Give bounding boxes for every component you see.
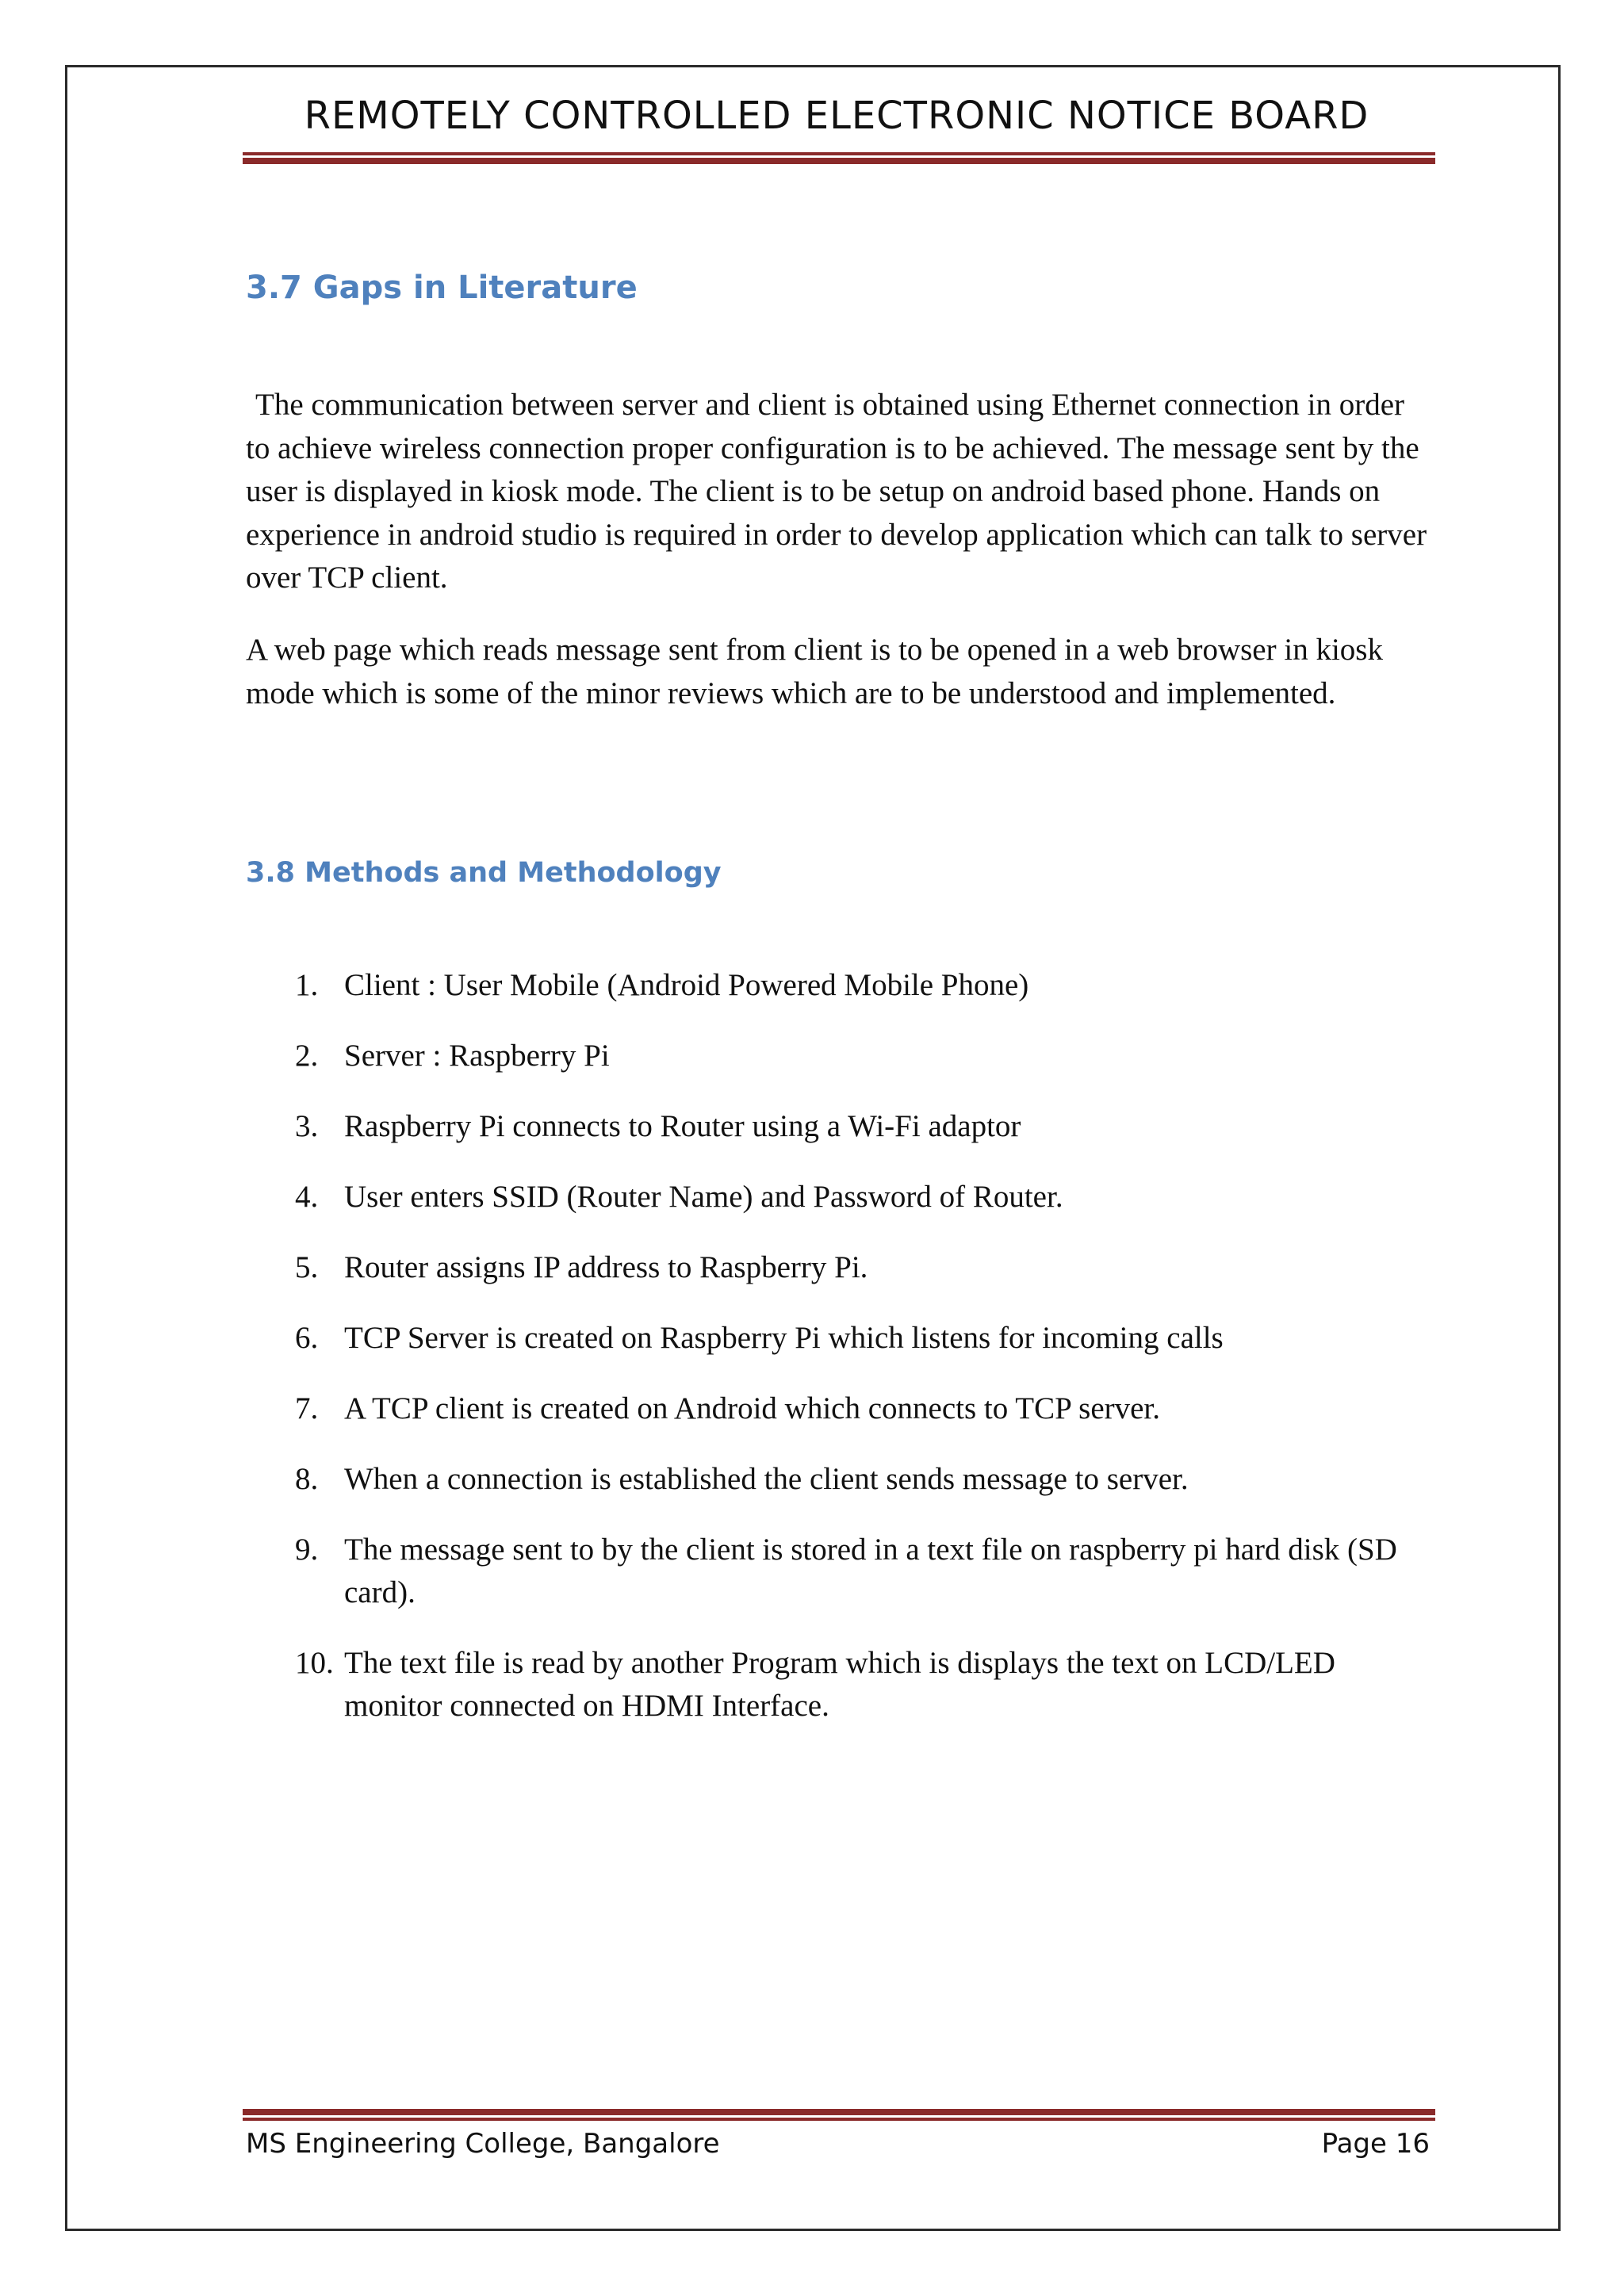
footer-institution: MS Engineering College, Bangalore: [246, 2128, 720, 2160]
list-item-number: 3.: [295, 1109, 319, 1143]
section-heading-3-8: 3.8 Methods and Methodology: [246, 857, 722, 889]
section-heading-3-7: 3.7 Gaps in Literature: [246, 270, 638, 306]
footer-rule-thick: [243, 2109, 1435, 2115]
list-item-number: 10.: [295, 1646, 334, 1680]
list-item: [295, 1458, 1427, 1501]
list-item: [295, 1246, 1427, 1289]
list-item: [295, 1105, 1427, 1148]
running-header-title: REMOTELY CONTROLLED ELECTRONIC NOTICE BOARD: [304, 94, 1369, 138]
list-item: [295, 1529, 1427, 1614]
list-item-text: The message sent to by the client is stored in a text file on raspberry pi hard disk (SD card).: [344, 1533, 1397, 1609]
list-item-text: User enters SSID (Router Name) and Password of Router.: [344, 1180, 1063, 1214]
list-item-text: A TCP client is created on Android which connects to TCP server.: [344, 1391, 1161, 1425]
list-item-text: When a connection is established the client sends message to server.: [344, 1462, 1189, 1496]
list-item-number: 6.: [295, 1321, 319, 1355]
paragraph-gaps-1: The communication between server and client is obtained using Ethernet connection in order to achieve wireless connection proper configuration is to be achieved. The message sent by the user is displayed in kiosk mode. The client is to be setup on android based phone. Hands on experience in android studio is required in order to develop application which can talk to server over TCP client.: [246, 388, 1427, 595]
header-rule-thick: [243, 158, 1435, 164]
list-item-number: 2.: [295, 1039, 319, 1073]
methodology-list: [295, 964, 1427, 1755]
list-item: [295, 1035, 1427, 1077]
list-item-text: Client : User Mobile (Android Powered Mobile Phone): [344, 968, 1029, 1002]
list-item-text: TCP Server is created on Raspberry Pi which listens for incoming calls: [344, 1321, 1224, 1355]
list-item-number: 8.: [295, 1462, 319, 1496]
list-item-text: The text file is read by another Program which is displays the text on LCD/LED monitor connected on HDMI Interface.: [344, 1646, 1335, 1723]
list-item-text: Router assigns IP address to Raspberry Pi.: [344, 1250, 868, 1284]
list-item-number: 4.: [295, 1180, 319, 1214]
paragraph-gaps-2: A web page which reads message sent from client is to be opened in a web browser in kiosk mode which is some of the minor reviews which are to be understood and implemented.: [246, 633, 1383, 710]
list-item-number: 1.: [295, 968, 319, 1002]
list-item: [295, 1317, 1427, 1360]
list-item-number: 5.: [295, 1250, 319, 1284]
list-item: [295, 1176, 1427, 1219]
list-item-number: 7.: [295, 1391, 319, 1425]
list-item-number: 9.: [295, 1533, 319, 1567]
list-item: [295, 964, 1427, 1007]
list-item-text: Raspberry Pi connects to Router using a Wi-Fi adaptor: [344, 1109, 1021, 1143]
header-rule-thin: [243, 152, 1435, 155]
list-item-text: Server : Raspberry Pi: [344, 1039, 610, 1073]
footer-page-number: Page 16: [1321, 2128, 1430, 2160]
list-item: [295, 1642, 1427, 1728]
list-item: [295, 1387, 1427, 1430]
footer-rule-thin: [243, 2118, 1435, 2121]
